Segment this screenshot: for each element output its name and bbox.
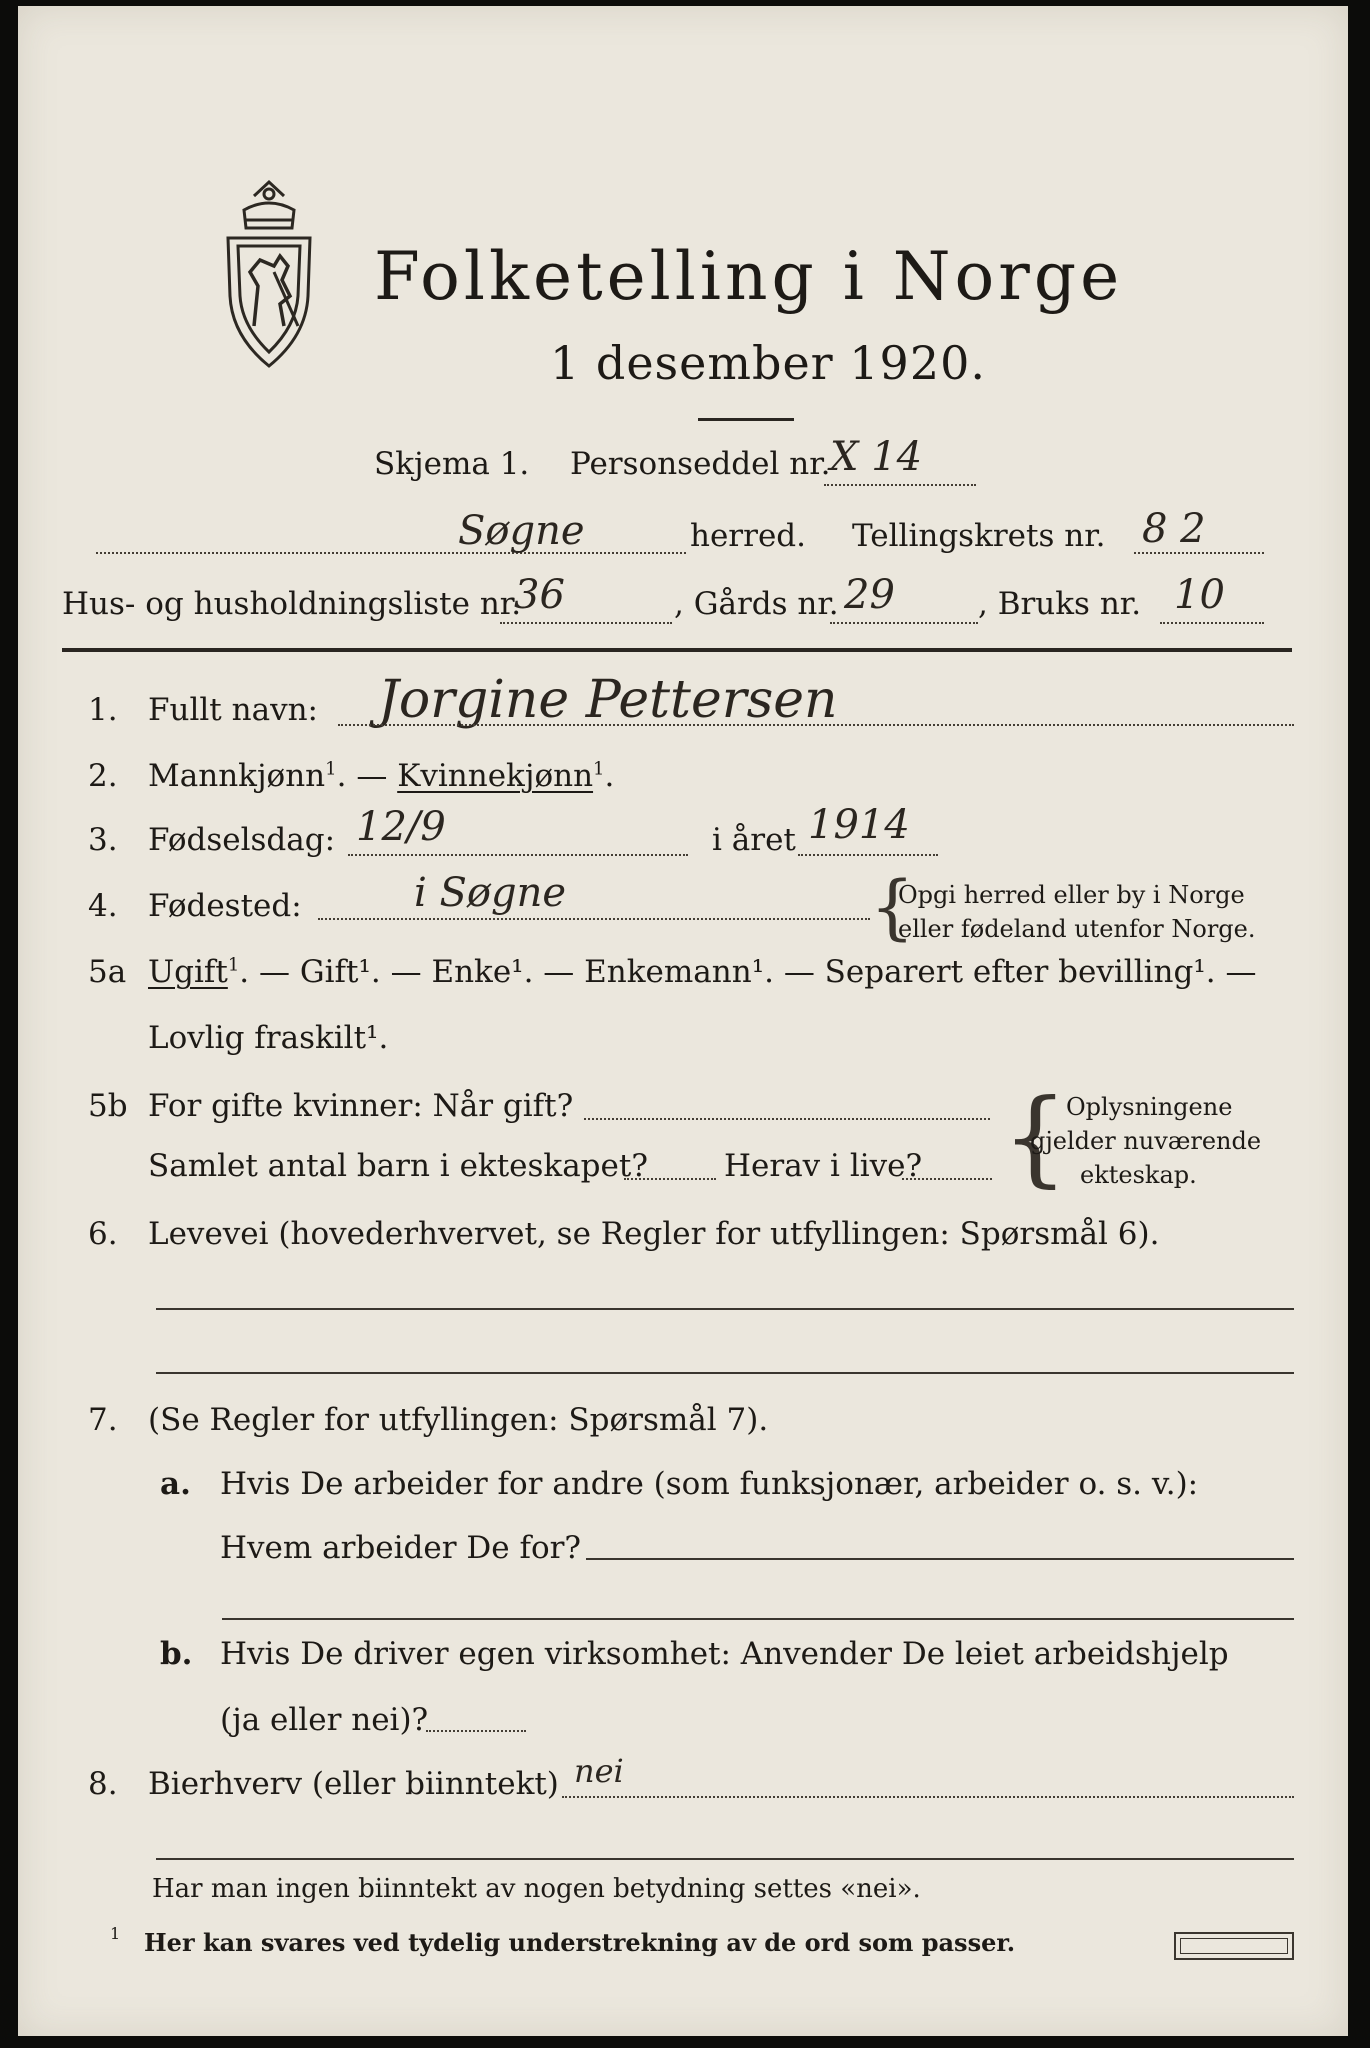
gards-label: , Gårds nr. — [674, 586, 839, 622]
q5a-line2: Lovlig fraskilt¹. — [148, 1020, 389, 1056]
q8-value: nei — [574, 1752, 624, 1790]
q2-sup1: 1 — [325, 758, 337, 780]
q3-number: 3. — [88, 822, 118, 858]
q5b-line2a: Samlet antal barn i ekteskapet? — [148, 1148, 648, 1184]
q4-note-1: Opgi herred eller by i Norge — [898, 881, 1245, 909]
q3-year-value: 1914 — [808, 802, 910, 848]
q3-line — [348, 854, 688, 856]
q3-label: Fødselsdag: — [148, 822, 336, 858]
q7a-answer-line — [586, 1558, 1294, 1560]
q5a-options: Ugift$^1$. — Gift¹. — Enke¹. — Enkemann¹. — Separert efter bevilling¹. — — [148, 954, 1257, 990]
q2-options — [148, 758, 614, 794]
q7a-number: a. — [160, 1466, 191, 1502]
norwegian-coat-of-arms-icon — [214, 176, 324, 376]
q8-line — [562, 1796, 1294, 1798]
printer-stamp — [1174, 1932, 1294, 1960]
q8-note: Har man ingen biinntekt av nogen betydning settes «nei». — [152, 1874, 921, 1904]
q4-label: Fødested: — [148, 888, 302, 924]
document-date: 1 desember 1920. — [550, 336, 986, 390]
q5a-number: 5a — [88, 954, 127, 990]
q1-label: Fullt navn: — [148, 692, 318, 728]
q5b-line2b: Herav i live? — [724, 1148, 923, 1184]
header-rule — [62, 648, 1292, 652]
q1-line — [338, 724, 1294, 726]
q3-year-line — [798, 854, 938, 856]
q6-number: 6. — [88, 1216, 118, 1252]
q5b-children-line — [624, 1178, 716, 1180]
census-form-page — [18, 6, 1348, 2036]
q2-mann: Mannkjønn — [148, 758, 326, 794]
personseddel-label: Personseddel nr. — [570, 446, 831, 482]
footnote-text: Her kan svares ved tydelig understrekning av de ord som passer. — [144, 1928, 1016, 1957]
tellingskrets-line — [1134, 552, 1264, 554]
q7-number: 7. — [88, 1402, 118, 1438]
q5b-number: 5b — [88, 1088, 128, 1124]
skjema-label: Skjema 1. — [374, 446, 530, 482]
herred-value: Søgne — [458, 508, 585, 554]
q3-year-label: i året — [712, 822, 796, 858]
q4-brace: { — [870, 866, 915, 948]
personseddel-line — [824, 484, 976, 486]
q5b-note-3: ekteskap. — [1080, 1161, 1197, 1189]
q7b-number: b. — [160, 1636, 193, 1672]
tellingskrets-label: Tellingskrets nr. — [852, 518, 1106, 554]
q4-note-2: eller fødeland utenfor Norge. — [898, 915, 1256, 943]
gards-value: 29 — [844, 572, 895, 618]
q2-number: 2. — [88, 758, 118, 794]
q5b-brace: { — [1002, 1076, 1069, 1198]
q2-dash: . — — [336, 758, 388, 794]
q7b-line2: (ja eller nei)? — [220, 1702, 429, 1738]
q7b-answer-line — [426, 1730, 526, 1732]
q7a-line1: Hvis De arbeider for andre (som funksjonær, arbeider o. s. v.): — [220, 1466, 1199, 1502]
bruks-line — [1160, 622, 1264, 624]
q6-label: Levevei (hovederhvervet, se Regler for utfyllingen: Spørsmål 6). — [148, 1216, 1160, 1252]
q8-line-2 — [156, 1858, 1294, 1860]
q6-line-1 — [156, 1308, 1294, 1310]
q6-line-2 — [156, 1372, 1294, 1374]
q5a-ugift: Ugift — [148, 954, 228, 990]
footnote-mark: 1 — [110, 1924, 121, 1943]
title-divider — [698, 418, 794, 421]
gards-line — [830, 622, 978, 624]
tellingskrets-value: 8 2 — [1142, 506, 1206, 552]
q8-number: 8. — [88, 1766, 118, 1802]
q7b-line1: Hvis De driver egen virksomhet: Anvender De leiet arbeidshjelp — [220, 1636, 1229, 1672]
q2-sup2: 1 — [593, 758, 605, 780]
q4-value: i Søgne — [414, 870, 567, 916]
q5b-note-1: Oplysningene — [1066, 1093, 1233, 1121]
q4-line — [318, 918, 870, 920]
bruks-label: , Bruks nr. — [978, 586, 1142, 622]
q4-number: 4. — [88, 888, 118, 924]
q5b-alive-line — [902, 1178, 992, 1180]
q5b-line1: For gifte kvinner: Når gift? — [148, 1088, 574, 1124]
q2-kvinne: Kvinnekjønn — [397, 758, 594, 794]
hus-value: 36 — [514, 572, 565, 618]
q7-label: (Se Regler for utfyllingen: Spørsmål 7). — [148, 1402, 769, 1438]
document-title: Folketelling i Norge — [374, 238, 1124, 315]
q7a-answer-line-2 — [222, 1618, 1294, 1620]
hus-label: Hus- og husholdningsliste nr. — [62, 586, 522, 622]
personseddel-value: X 14 — [830, 434, 923, 480]
herred-label: herred. — [690, 518, 806, 554]
q1-number: 1. — [88, 692, 118, 728]
q5b-note-2: gjelder nuværende — [1030, 1127, 1262, 1155]
q8-label: Bierhverv (eller biinntekt) — [148, 1766, 559, 1802]
bruks-value: 10 — [1174, 572, 1225, 618]
q7a-line2: Hvem arbeider De for? — [220, 1530, 582, 1566]
hus-line — [500, 622, 672, 624]
herred-line — [96, 552, 686, 554]
q3-value: 12/9 — [356, 804, 446, 850]
q1-value: Jorgine Pettersen — [378, 670, 838, 730]
q2-end: . — [604, 758, 615, 794]
q5a-rest: . — Gift¹. — Enke¹. — Enkemann¹. — Separert efter bevilling¹. — — [239, 954, 1257, 990]
q5b-married-line — [584, 1118, 990, 1120]
